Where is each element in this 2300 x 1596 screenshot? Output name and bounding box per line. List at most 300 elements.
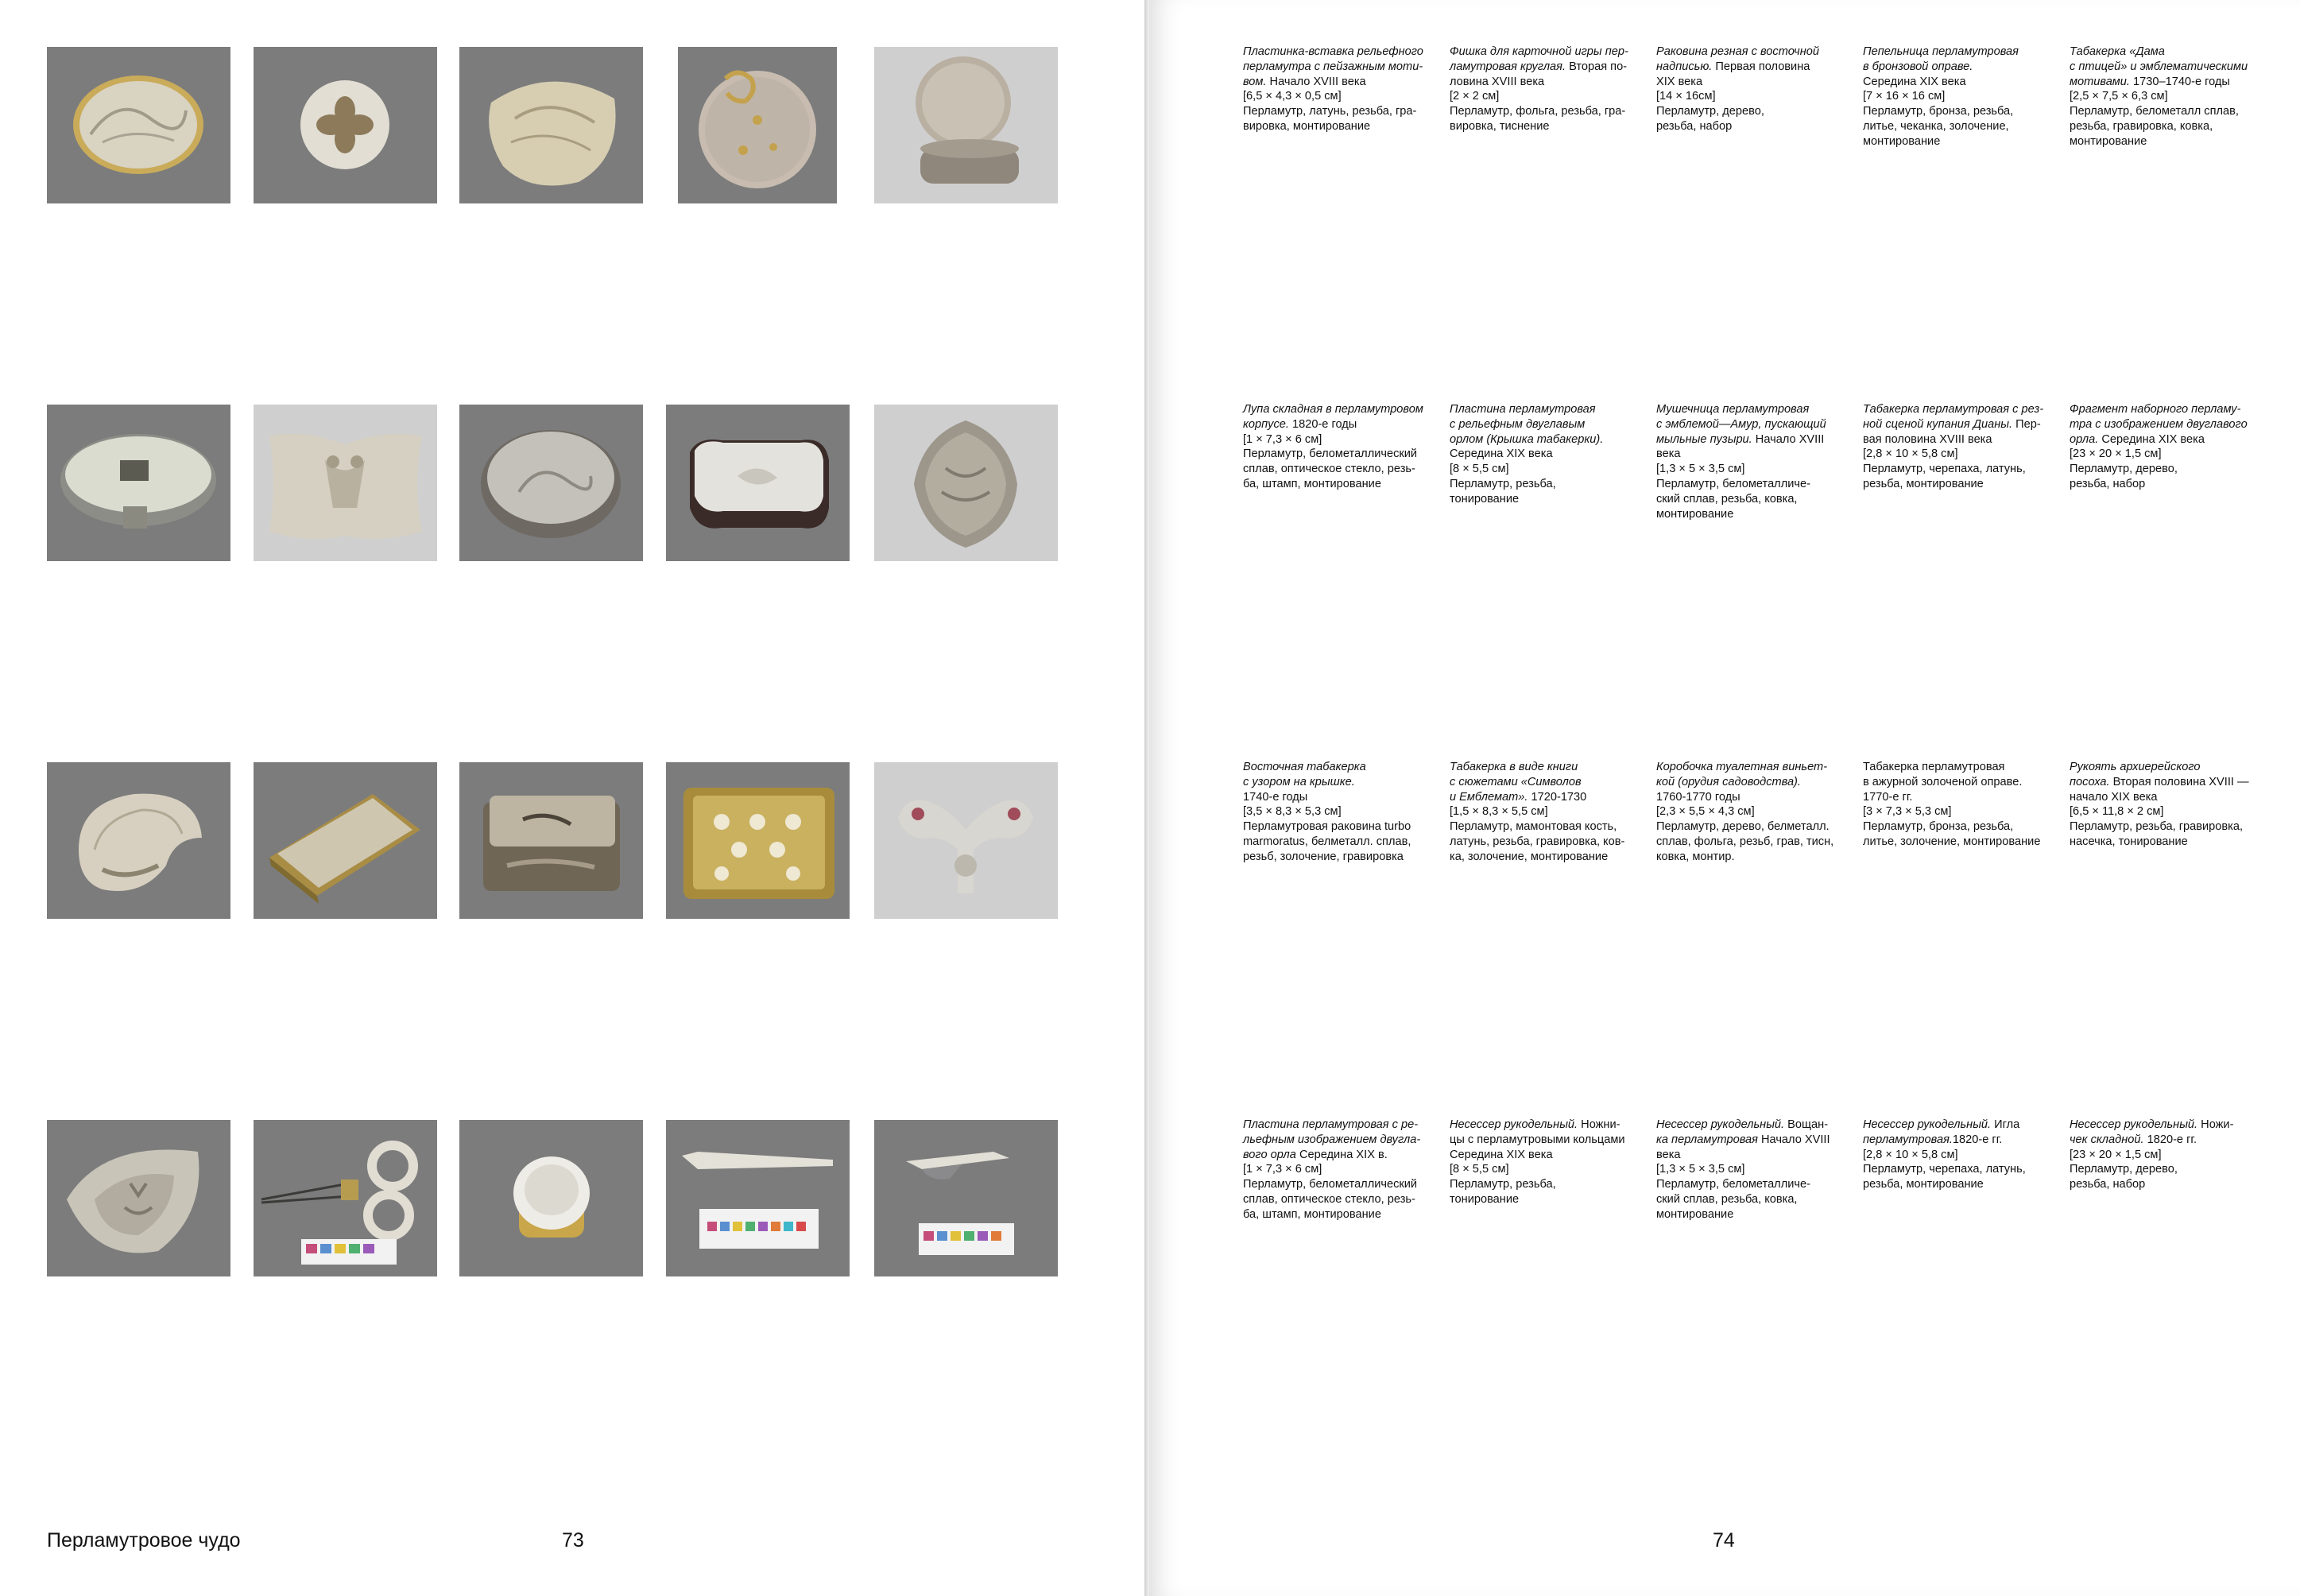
right-page — [1149, 0, 2300, 1596]
caption-text: [6,5 × 11,8 × 2 см] — [2070, 805, 2164, 819]
caption-text: Перламутровая раковина turbo — [1243, 820, 1411, 834]
catalog-caption — [1243, 1118, 1431, 1222]
caption-line — [1863, 1133, 2050, 1148]
caption-line — [1450, 1162, 1637, 1177]
object-photo — [254, 47, 437, 203]
caption-text: тонирование — [1450, 1192, 1520, 1206]
caption-line — [1656, 417, 1844, 432]
caption-line — [1243, 804, 1431, 819]
caption-line — [1450, 1133, 1637, 1148]
caption-line — [1656, 1148, 1844, 1163]
caption-line — [1243, 104, 1431, 119]
caption-text: 1760-1770 годы — [1656, 790, 1740, 804]
page-number: 73 — [562, 1529, 584, 1551]
caption-text: начало XIX века — [2070, 790, 2158, 804]
caption-text: Перламутр, белометаллический — [1243, 447, 1418, 461]
caption-line — [2070, 104, 2257, 119]
caption-line — [1243, 402, 1431, 417]
caption-line — [2070, 1133, 2257, 1148]
caption-line — [1243, 1162, 1431, 1177]
caption-line — [1863, 60, 2050, 75]
caption-text: монтирование — [1863, 134, 1941, 148]
caption-text: Середина XIX века — [1450, 1148, 1553, 1161]
caption-text: [23 × 20 × 1,5 см] — [2070, 447, 2162, 461]
caption-line — [1450, 850, 1637, 865]
caption-line — [1656, 804, 1844, 819]
caption-line — [1656, 819, 1844, 835]
caption-text: Перламутр, бронза, резьба, — [1863, 820, 2014, 834]
caption-text: Вторая по- — [1566, 60, 1628, 73]
caption-line — [1656, 1207, 1844, 1222]
caption-title-text: Восточная табакерка — [1243, 761, 1366, 773]
caption-line — [2070, 1148, 2257, 1163]
catalog-caption — [1656, 1118, 1844, 1222]
caption-text: ловина XVIII века — [1450, 75, 1545, 88]
object-photo — [666, 405, 850, 561]
caption-text: [1 × 7,3 × 6 см] — [1243, 1163, 1322, 1176]
caption-line — [1656, 507, 1844, 522]
caption-line — [1863, 75, 2050, 90]
caption-line — [2070, 447, 2257, 462]
caption-text: цы с перламутровыми кольцами — [1450, 1133, 1625, 1146]
caption-line — [2070, 402, 2257, 417]
caption-title-text: корпусе. — [1243, 417, 1289, 431]
caption-text: литье, чеканка, золочение, — [1863, 119, 2009, 133]
caption-text: Перламутр, дерево, белметалл. — [1656, 820, 1830, 834]
caption-text: [2,3 × 5,5 × 4,3 см] — [1656, 805, 1755, 819]
caption-line — [1450, 104, 1637, 119]
caption-title-text: Табакерка «Дама — [2070, 45, 2165, 58]
caption-title-text: Табакерка перламутровая с рез- — [1863, 403, 2044, 416]
caption-line — [1863, 119, 2050, 134]
caption-line — [1243, 1148, 1431, 1163]
caption-text: латунь, резьба, гравировка, ков- — [1450, 835, 1625, 848]
catalog-caption — [2070, 402, 2257, 492]
catalog-caption — [1243, 45, 1431, 134]
catalog-caption — [1863, 402, 2050, 492]
caption-line — [2070, 417, 2257, 432]
caption-text: Перламутр, дерево, — [2070, 1163, 2178, 1176]
caption-text: монтирование — [2070, 134, 2147, 148]
caption-text: [1 × 7,3 × 6 см] — [1243, 432, 1322, 446]
caption-text: вировка, монтирование — [1243, 119, 1371, 133]
caption-text: 1770-е гг. — [1863, 790, 1913, 804]
caption-text: [3,5 × 8,3 × 5,3 см] — [1243, 805, 1342, 819]
caption-text: Перламутр, мамонтовая кость, — [1450, 820, 1617, 834]
running-title: Перламутровое чудо — [47, 1529, 241, 1551]
caption-text: сплав, оптическое стекло, резь- — [1243, 1192, 1415, 1206]
caption-line — [1450, 432, 1637, 447]
caption-line — [1450, 75, 1637, 90]
caption-title-text: мыльные пузыри. — [1656, 432, 1752, 446]
caption-line — [1863, 835, 2050, 850]
caption-line — [1450, 119, 1637, 134]
catalog-caption — [2070, 1118, 2257, 1192]
caption-line — [1450, 1192, 1637, 1207]
page-number: 74 — [1713, 1529, 1735, 1551]
caption-text: Перламутр, черепаха, латунь, — [1863, 1163, 2026, 1176]
caption-text: Середина XIX в. — [1295, 1148, 1388, 1161]
caption-line — [1243, 760, 1431, 775]
catalog-caption — [1656, 760, 1844, 865]
caption-text: XIX века — [1656, 75, 1703, 88]
caption-title-text: с птицей» и эмблематическими — [2070, 60, 2248, 73]
caption-text: Перламутр, черепаха, латунь, — [1863, 463, 2026, 476]
caption-text: [2 × 2 см] — [1450, 90, 1500, 103]
caption-line — [1863, 89, 2050, 104]
caption-text: вировка, тиснение — [1450, 119, 1550, 133]
caption-line — [1656, 1162, 1844, 1177]
caption-text: ковка, монтир. — [1656, 850, 1735, 863]
caption-text: [2,8 × 10 × 5,8 см] — [1863, 1148, 1958, 1161]
caption-text: литье, золочение, монтирование — [1863, 835, 2041, 848]
caption-title-text: Мушечница перламутровая — [1656, 403, 1810, 416]
caption-title-text: Несессер рукодельный. — [1656, 1118, 1785, 1131]
object-photo — [459, 762, 643, 919]
caption-line — [1863, 1177, 2050, 1192]
caption-line — [2070, 119, 2257, 134]
caption-title-text: тра с изображением двуглавого — [2070, 417, 2248, 431]
caption-text: ба, штамп, монтирование — [1243, 477, 1381, 490]
caption-line — [1450, 60, 1637, 75]
caption-text: ский сплав, резьба, ковка, — [1656, 492, 1798, 506]
caption-line — [1656, 119, 1844, 134]
caption-line — [1450, 45, 1637, 60]
caption-text: Игла — [1991, 1118, 2020, 1131]
catalog-caption — [1243, 760, 1431, 865]
caption-text: резьба, набор — [2070, 477, 2146, 490]
caption-text: резьб, золочение, гравировка — [1243, 850, 1404, 863]
caption-text: монтирование — [1656, 507, 1734, 521]
caption-title-text: Несессер рукодельный. — [1863, 1118, 1992, 1131]
caption-line — [1450, 477, 1637, 492]
caption-line — [2070, 60, 2257, 75]
caption-line — [1656, 104, 1844, 119]
catalog-caption — [2070, 45, 2257, 149]
catalog-caption — [2070, 760, 2257, 850]
caption-title-text: Фрагмент наборного перламу- — [2070, 403, 2241, 416]
caption-title-text: вого орла — [1243, 1148, 1296, 1161]
caption-text: [2,5 × 7,5 × 6,3 см] — [2070, 90, 2168, 103]
object-photo — [678, 47, 837, 203]
caption-line — [1243, 75, 1431, 90]
object-photo — [666, 762, 850, 919]
caption-line — [2070, 432, 2257, 447]
object-photo — [47, 405, 230, 561]
caption-line — [1450, 492, 1637, 507]
caption-text: насечка, тонирование — [2070, 835, 2188, 848]
caption-line — [1656, 850, 1844, 865]
caption-line — [1243, 790, 1431, 805]
caption-line — [1656, 1118, 1844, 1133]
caption-line — [2070, 1118, 2257, 1133]
caption-line — [1243, 462, 1431, 477]
caption-title-text: Пластина перламутровая с ре- — [1243, 1118, 1419, 1131]
caption-text: [14 × 16см] — [1656, 90, 1716, 103]
object-photo — [254, 405, 437, 561]
caption-line — [2070, 45, 2257, 60]
caption-line — [1243, 1177, 1431, 1192]
caption-title-text: льефным изображением двугла- — [1243, 1133, 1421, 1146]
caption-line — [1243, 1207, 1431, 1222]
caption-text: Пер- — [2012, 417, 2041, 431]
caption-line — [1243, 45, 1431, 60]
caption-line — [1656, 492, 1844, 507]
caption-text: Ножи- — [2197, 1118, 2234, 1131]
caption-line — [1450, 1118, 1637, 1133]
caption-text: Начало XVIII — [1752, 432, 1825, 446]
caption-line — [1243, 417, 1431, 432]
caption-line — [1450, 804, 1637, 819]
left-page — [0, 0, 1144, 1596]
caption-text: Перламутр, резьба, гравировка, — [2070, 820, 2244, 834]
caption-title-text: и Емблемат». — [1450, 790, 1528, 804]
caption-text: [2,8 × 10 × 5,8 см] — [1863, 447, 1958, 461]
caption-line — [1863, 432, 2050, 447]
caption-text: ка, золочение, монтирование — [1450, 850, 1609, 863]
caption-title-text: Раковина резная с восточной — [1656, 45, 1819, 58]
caption-title-text: с узором на крышке. — [1243, 775, 1355, 788]
caption-line — [1243, 1133, 1431, 1148]
caption-text: резьба, гравировка, ковка, — [2070, 119, 2213, 133]
caption-text: резьба, монтирование — [1863, 1178, 1984, 1191]
caption-title-text: Коробочка туалетная виньет- — [1656, 761, 1828, 773]
caption-text: [1,3 × 5 × 3,5 см] — [1656, 463, 1745, 476]
caption-line — [1863, 45, 2050, 60]
caption-line — [1450, 1148, 1637, 1163]
caption-text: Перламутр, фольга, резьба, гра- — [1450, 105, 1626, 118]
caption-line — [1243, 1118, 1431, 1133]
object-photo — [254, 1120, 437, 1276]
caption-text: Перламутр, белометалл сплав, — [2070, 105, 2239, 118]
caption-line — [2070, 1177, 2257, 1192]
caption-text: [23 × 20 × 1,5 см] — [2070, 1148, 2162, 1161]
caption-text: резьба, монтирование — [1863, 477, 1984, 490]
caption-title-text: посоха. — [2070, 775, 2110, 788]
caption-text: века — [1656, 447, 1681, 461]
caption-line — [1450, 819, 1637, 835]
caption-title-text: перламутровая. — [1863, 1133, 1953, 1146]
caption-line — [1243, 850, 1431, 865]
caption-title-text: Пепельница перламутровая — [1863, 45, 2019, 58]
caption-line — [1656, 75, 1844, 90]
caption-line — [1863, 104, 2050, 119]
caption-line — [1656, 447, 1844, 462]
caption-text: Перламутр, латунь, резьба, гра- — [1243, 105, 1417, 118]
caption-text: Середина XIX века — [1450, 447, 1553, 461]
caption-line — [1243, 447, 1431, 462]
object-photo — [874, 405, 1058, 561]
object-photo — [459, 1120, 643, 1276]
caption-line — [1863, 1162, 2050, 1177]
caption-line — [1243, 835, 1431, 850]
caption-line — [1656, 1192, 1844, 1207]
caption-line — [1656, 60, 1844, 75]
caption-text: вая половина XVIII века — [1863, 432, 1992, 446]
caption-title-text: с эмблемой—Амур, пускающий — [1656, 417, 1826, 431]
catalog-caption — [1863, 45, 2050, 149]
caption-line — [1863, 1148, 2050, 1163]
caption-text: Начало XVIII — [1757, 1133, 1830, 1146]
caption-title-text: Пластина перламутровая — [1450, 403, 1596, 416]
caption-text: marmoratus, белметалл. сплав, — [1243, 835, 1411, 848]
caption-line — [2070, 134, 2257, 149]
caption-line — [1450, 402, 1637, 417]
caption-line — [1656, 45, 1844, 60]
catalog-caption — [1656, 45, 1844, 134]
caption-line — [1656, 477, 1844, 492]
caption-title-text: Лупа складная в перламутровом — [1243, 403, 1423, 416]
caption-line — [1656, 1133, 1844, 1148]
caption-text: Ножни- — [1578, 1118, 1620, 1131]
caption-line — [1656, 1177, 1844, 1192]
caption-line — [2070, 790, 2257, 805]
caption-text: Середина XIX века — [2098, 432, 2205, 446]
caption-line — [1863, 819, 2050, 835]
caption-title-text: ламутровая круглая. — [1450, 60, 1566, 73]
object-photo — [874, 762, 1058, 919]
caption-title-text: с сюжетами «Символов — [1450, 775, 1582, 788]
caption-text: резьба, набор — [1656, 119, 1733, 133]
caption-text: тонирование — [1450, 492, 1520, 506]
caption-line — [1656, 760, 1844, 775]
caption-text: резьба, набор — [2070, 1178, 2146, 1191]
caption-line — [1243, 432, 1431, 447]
caption-line — [2070, 819, 2257, 835]
caption-text: Середина XIX века — [1863, 75, 1966, 88]
caption-title-text: Несессер рукодельный. — [1450, 1118, 1578, 1131]
caption-line — [1863, 790, 2050, 805]
caption-line — [2070, 462, 2257, 477]
caption-text: ба, штамп, монтирование — [1243, 1207, 1381, 1221]
caption-text: монтирование — [1656, 1207, 1734, 1221]
caption-line — [1863, 477, 2050, 492]
caption-text: 1720-1730 — [1528, 790, 1587, 804]
caption-line — [1450, 462, 1637, 477]
caption-text: [1,5 × 8,3 × 5,5 см] — [1450, 805, 1548, 819]
caption-title-text: с рельефным двуглавым — [1450, 417, 1586, 431]
caption-text: 1740-е годы — [1243, 790, 1308, 804]
caption-line — [2070, 75, 2257, 90]
caption-line — [1243, 1192, 1431, 1207]
caption-line — [1450, 760, 1637, 775]
catalog-caption — [1656, 402, 1844, 521]
caption-text: Первая половина — [1712, 60, 1810, 73]
caption-text: сплав, оптическое стекло, резь- — [1243, 463, 1415, 476]
caption-text: 1730–1740-е годы — [2129, 75, 2230, 88]
caption-line — [2070, 760, 2257, 775]
caption-line — [1863, 804, 2050, 819]
catalog-caption — [1450, 760, 1637, 865]
caption-line — [1656, 775, 1844, 790]
caption-text: Перламутр, резьба, — [1450, 1178, 1556, 1191]
catalog-caption — [1450, 1118, 1637, 1207]
caption-title-text: вом. — [1243, 75, 1267, 88]
catalog-caption — [1450, 402, 1637, 507]
caption-line — [2070, 477, 2257, 492]
object-photo — [47, 47, 230, 203]
object-photo — [459, 405, 643, 561]
catalog-caption — [1863, 1118, 2050, 1192]
object-photo — [459, 47, 643, 203]
caption-line — [1450, 835, 1637, 850]
caption-title-text: Рукоять архиерейского — [2070, 761, 2201, 773]
caption-line — [1656, 462, 1844, 477]
caption-title-text: надписью. — [1656, 60, 1713, 73]
caption-line — [1450, 447, 1637, 462]
caption-line — [1243, 119, 1431, 134]
caption-text: Вощан- — [1784, 1118, 1829, 1131]
catalog-caption — [1243, 402, 1431, 492]
caption-line — [1656, 432, 1844, 447]
object-photo — [874, 1120, 1058, 1276]
caption-text: 1820-е гг. — [2143, 1133, 2197, 1146]
caption-text: Перламутр, дерево, — [1656, 105, 1764, 118]
caption-line — [1450, 790, 1637, 805]
caption-line — [1243, 819, 1431, 835]
caption-line — [1863, 134, 2050, 149]
caption-title-text: Фишка для карточной игры пер- — [1450, 45, 1628, 58]
caption-line — [2070, 804, 2257, 819]
caption-line — [2070, 775, 2257, 790]
catalog-caption — [1450, 45, 1637, 134]
caption-title-text: ка перламутровая — [1656, 1133, 1758, 1146]
caption-line — [1656, 89, 1844, 104]
caption-text: 1820-е гг. — [1952, 1133, 2003, 1146]
caption-text: ский сплав, резьба, ковка, — [1656, 1192, 1798, 1206]
caption-text: Перламутр, резьба, — [1450, 477, 1556, 490]
caption-text: [1,3 × 5 × 3,5 см] — [1656, 1163, 1745, 1176]
caption-text: [8 × 5,5 см] — [1450, 1163, 1509, 1176]
catalog-caption — [1863, 760, 2050, 850]
caption-line — [1450, 1177, 1637, 1192]
caption-line — [1450, 417, 1637, 432]
caption-title-text: мотивами. — [2070, 75, 2130, 88]
caption-title-text: орлом (Крышка табакерки). — [1450, 432, 1604, 446]
caption-line — [1863, 447, 2050, 462]
caption-line — [1243, 60, 1431, 75]
caption-line — [1656, 790, 1844, 805]
caption-line — [1656, 402, 1844, 417]
caption-line — [1863, 760, 2050, 775]
caption-line — [1863, 402, 2050, 417]
caption-line — [1243, 89, 1431, 104]
object-photo — [47, 1120, 230, 1276]
caption-title-text: перламутра с пейзажным моти- — [1243, 60, 1423, 73]
caption-line — [1450, 775, 1637, 790]
caption-text: Перламутр, дерево, — [2070, 463, 2178, 476]
caption-line — [1863, 775, 2050, 790]
caption-text: Начало XVIII века — [1266, 75, 1366, 88]
caption-text: [6,5 × 4,3 × 0,5 см] — [1243, 90, 1342, 103]
caption-text: [7 × 16 × 16 см] — [1863, 90, 1946, 103]
caption-line — [1243, 477, 1431, 492]
caption-text: в ажурной золоченой оправе. — [1863, 775, 2023, 788]
caption-line — [2070, 1162, 2257, 1177]
caption-line — [2070, 89, 2257, 104]
caption-line — [1863, 1118, 2050, 1133]
caption-text: сплав, фольга, резьб, грав, тисн, — [1656, 835, 1834, 848]
caption-line — [1863, 462, 2050, 477]
caption-line — [1243, 775, 1431, 790]
object-photo — [666, 1120, 850, 1276]
caption-title-text: Табакерка в виде книги — [1450, 761, 1578, 773]
caption-text: Перламутр, белометалличе- — [1656, 1178, 1810, 1191]
caption-text: Перламутр, белометалличе- — [1656, 477, 1810, 490]
caption-title-text: ной сценой купания Дианы. — [1863, 417, 2013, 431]
caption-text: Табакерка перламутровая — [1863, 761, 2005, 773]
caption-line — [1863, 417, 2050, 432]
